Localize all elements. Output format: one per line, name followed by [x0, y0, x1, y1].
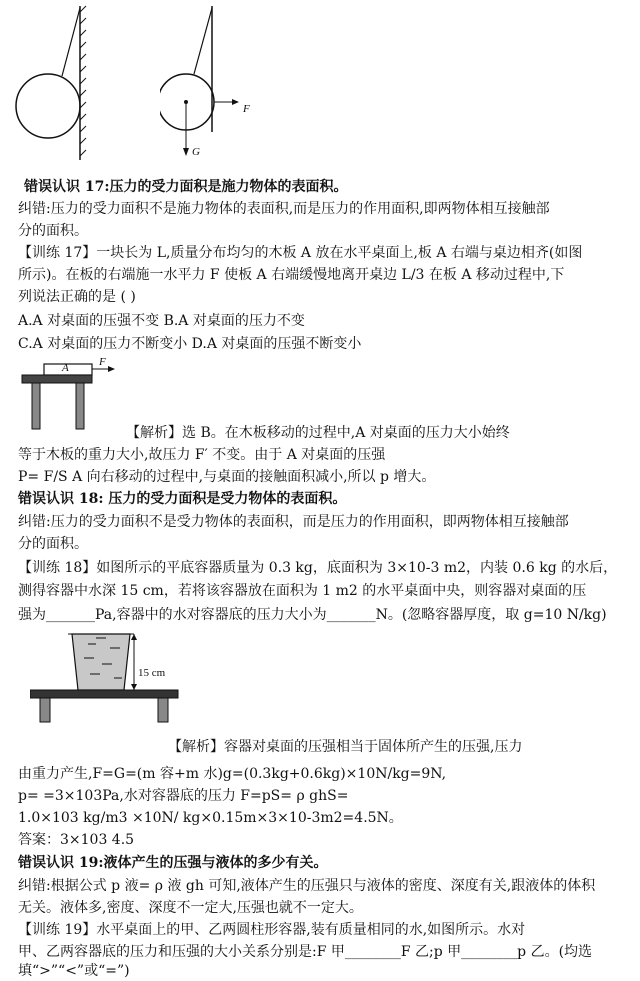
- analysis-18-line2: 由重力产生,F=G=(m 容+m 水)g=(0.3kg+0.6kg)×10N/kg=9N,: [18, 766, 447, 782]
- sphere-wall-figure-left: [10, 2, 90, 162]
- analysis-18-line3: p= =3×103Pa,水对容器底的压力 F=pS= ρ ghS=: [18, 788, 349, 804]
- force-F-label: F: [243, 103, 250, 115]
- correction-17-line1: 纠错:压力的受力面积不是施力物体的表面积,而是压力的作用面积,即两物体相互接触部: [18, 201, 550, 217]
- analysis-18-line4: 1.0×103 kg/m3 ×10N/ kg×0.15m×3×10-3m2=4.5N。: [18, 810, 403, 826]
- exercise-17-line1: 【训练 17】一块长为 L,质量分布均匀的木板 A 放在水平桌面上,板 A 右端与桌边相齐(如图: [18, 245, 583, 261]
- correction-19-line2: 无关。液体多,密度、深度不一定大,压强也就不一定大。: [18, 900, 363, 916]
- analysis-17-line3: P= F/S A 向右移动的过程中,与桌面的接触面积减小,所以 p 增大。: [18, 469, 436, 485]
- board-table-figure: [18, 356, 128, 436]
- option-c-d: C.A 对桌面的压力不断变小 D.A 对桌面的压强不断变小: [18, 336, 362, 352]
- exercise-18-line2: 测得容器中水深 15 cm，若将该容器放在面积为 1 m2 的水平桌面中央，则容器对桌面的压: [18, 583, 587, 599]
- board-A-label: A: [62, 362, 69, 374]
- force-G-label: G: [192, 146, 200, 158]
- correction-19-line1: 纠错:根据公式 p 液= ρ 液 gh 可知,液体产生的压强只与液体的密度、深度有关,跟液体的体积: [18, 878, 596, 894]
- exercise-19-line3: 填“>”“<”或“=”): [18, 963, 130, 979]
- container-height-label: 15 cm: [138, 667, 166, 679]
- exercise-19-line2: 甲、乙两容器底的压力和压强的大小关系分别是:F 甲________F 乙;p 甲________p 乙。(均选: [18, 944, 593, 960]
- analysis-18-line1: 【解析】容器对桌面的压强相当于固体所产生的压强,压力: [168, 739, 523, 755]
- heading-misconception-19: 错误认识 19:液体产生的压强与液体的多少有关。: [18, 855, 328, 871]
- answer-18: 答案：3×103 4.5: [18, 832, 135, 848]
- correction-18-line2: 分的面积。: [18, 536, 88, 552]
- exercise-18-line3: 强为_______Pa,容器中的水对容器底的压力大小为_______N。(忽略容器厚度，取 g=10 N/kg): [18, 607, 607, 623]
- heading-misconception-17: 错误认识 17:压力的受力面积是施力物体的表面积。: [24, 179, 348, 195]
- analysis-17-line2: 等于木板的重力大小,故压力 F′ 不变。由于 A 对桌面的压强: [18, 447, 386, 463]
- option-a-b: A.A 对桌面的压强不变 B.A 对桌面的压力不变: [18, 313, 305, 329]
- correction-17-line2: 分的面积。: [18, 223, 88, 239]
- correction-18-line1: 纠错:压力的受力面积不是受力物体的表面积，而是压力的作用面积，即两物体相互接触部: [18, 514, 569, 530]
- analysis-17-line1: 【解析】选 B。在木板移动的过程中,A 对桌面的压力大小始终: [126, 425, 510, 441]
- sphere-wall-figure-right: [160, 2, 260, 162]
- exercise-19-line1: 【训练 19】水平桌面上的甲、乙两圆柱形容器,装有质量相同的水,如图所示。水对: [18, 922, 526, 938]
- exercise-17-line2: 所示)。在板的右端施一水平力 F 使板 A 右端缓慢地离开桌边 L/3 在板 A 移动过程中,下: [18, 267, 565, 283]
- exercise-18-line1: 【训练 18】如图所示的平底容器质量为 0.3 kg，底面积为 3×10-3 m2，内装 0.6 kg 的水后，: [18, 560, 618, 576]
- heading-misconception-18: 错误认识 18: 压力的受力面积是受力物体的表面积。: [18, 491, 347, 507]
- exercise-17-line3: 列说法正确的是 ( ): [18, 289, 136, 305]
- board-F-label: F: [99, 356, 106, 368]
